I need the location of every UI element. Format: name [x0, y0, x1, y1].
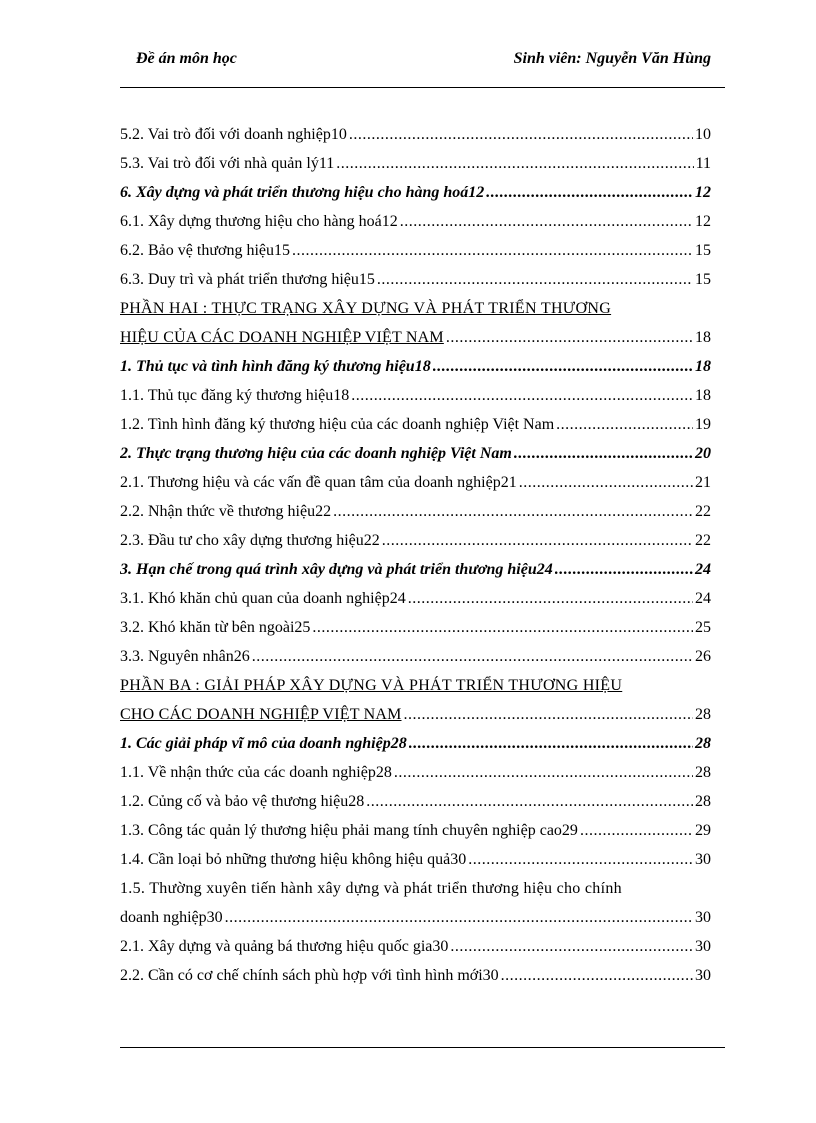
toc-leader — [468, 850, 693, 870]
toc-entry — [120, 493, 711, 522]
toc-entry — [120, 145, 711, 174]
toc-page-number: 28 — [695, 706, 711, 723]
toc-leader — [252, 647, 693, 667]
toc-entry-text: 2.3. Đầu tư cho xây dựng thương hiệu22 — [120, 532, 380, 549]
toc-entry-text: 1.2. Tình hình đăng ký thương hiệu của các doanh nghiệp Việt Nam — [120, 416, 555, 433]
toc-entry-line1: 1.5. Thường xuyên tiến hành xây dựng và phát triển thương hiệu cho chính — [120, 880, 622, 897]
toc-part-heading-line1: PHẦN HAI : THỰC TRẠNG XÂY DỰNG VÀ PHÁT TRIỂN THƯƠNG — [120, 300, 612, 317]
footer-divider — [120, 1047, 725, 1048]
toc-entry-text: 3. Hạn chế trong quá trình xây dựng và phát triển thương hiệu24 — [120, 561, 553, 578]
toc-leader — [408, 589, 693, 609]
toc-entry-text: 6. Xây dựng và phát triển thương hiệu cho hàng hoá12 — [120, 184, 485, 201]
toc-entry — [120, 609, 711, 638]
toc-entry — [120, 841, 711, 870]
toc-section-heading — [120, 174, 711, 203]
toc-page-number: 30 — [695, 909, 711, 926]
toc-entry-text: 3.1. Khó khăn chủ quan của doanh nghiệp24 — [120, 590, 406, 607]
toc-leader — [514, 444, 693, 464]
toc-leader — [446, 328, 693, 348]
toc-entry-text: 5.3. Vai trò đối với nhà quản lý11 — [120, 155, 335, 172]
toc-page-number: 19 — [695, 416, 711, 433]
toc-page-number: 18 — [695, 387, 711, 404]
toc-leader — [382, 531, 693, 551]
toc-entry-text: 2.1. Thương hiệu và các vấn đề quan tâm của doanh nghiệp21 — [120, 474, 517, 491]
toc-entry — [120, 638, 711, 667]
toc-entry-text: 1.1. Về nhận thức của các doanh nghiệp28 — [120, 764, 392, 781]
toc-entry-text: 3.2. Khó khăn từ bên ngoài25 — [120, 619, 311, 636]
toc-part-heading — [120, 319, 711, 348]
toc-entry — [120, 464, 711, 493]
page-header — [120, 50, 725, 76]
toc-leader — [336, 154, 693, 174]
toc-leader — [556, 415, 693, 435]
toc-section-heading — [120, 551, 711, 580]
toc-entry-text: 1. Thủ tục và tình hình đăng ký thương hiệu18 — [120, 358, 431, 375]
toc-leader — [351, 386, 693, 406]
toc-entry — [120, 899, 711, 928]
toc-leader — [450, 937, 693, 957]
toc-entry-text: doanh nghiệp30 — [120, 909, 223, 926]
toc-entry — [120, 232, 711, 261]
toc-leader — [377, 270, 693, 290]
toc-entry-text: 1.4. Cần loại bỏ những thương hiệu không hiệu quả30 — [120, 851, 467, 868]
toc-entry — [120, 812, 711, 841]
toc-page-number: 22 — [695, 532, 711, 549]
toc-page-number: 28 — [695, 793, 711, 810]
toc-page-number: 20 — [695, 445, 711, 462]
toc-part-heading — [120, 696, 711, 725]
toc-leader — [349, 125, 693, 145]
toc-entry-text: 2.2. Nhận thức về thương hiệu22 — [120, 503, 332, 520]
toc-entry-text: 6.3. Duy trì và phát triển thương hiệu15 — [120, 271, 375, 288]
toc-entry-text: 2.2. Cần có cơ chế chính sách phù hợp với tình hình mới30 — [120, 967, 499, 984]
toc-leader — [555, 560, 693, 580]
toc-page-number: 18 — [695, 358, 711, 375]
toc-leader — [292, 241, 693, 261]
toc-leader — [366, 792, 693, 812]
toc-leader — [404, 705, 693, 725]
toc-leader — [225, 908, 693, 928]
header-student-name: Sinh viên: Nguyễn Văn Hùng — [513, 50, 711, 67]
toc-page-number: 24 — [695, 561, 711, 578]
toc-page-number: 18 — [695, 329, 711, 346]
toc-entry-text: 2.1. Xây dựng và quảng bá thương hiệu quốc gia30 — [120, 938, 449, 955]
toc-page-number: 26 — [695, 648, 711, 665]
toc-page-number: 12 — [695, 184, 711, 201]
toc-entry-text: 6.1. Xây dựng thương hiệu cho hàng hoá12 — [120, 213, 398, 230]
toc-page-number: 25 — [695, 619, 711, 636]
toc-entry — [120, 754, 711, 783]
toc-page-number: 24 — [695, 590, 711, 607]
toc-entry — [120, 116, 711, 145]
toc-entry-text: 6.2. Bảo vệ thương hiệu15 — [120, 242, 290, 259]
toc-leader — [433, 357, 693, 377]
toc-entry — [120, 783, 711, 812]
toc-page-number: 15 — [695, 242, 711, 259]
toc-page-number: 10 — [695, 126, 711, 143]
toc-entry — [120, 203, 711, 232]
toc-page-number: 28 — [695, 735, 711, 752]
toc-entry — [120, 261, 711, 290]
toc-page-number: 30 — [695, 967, 711, 984]
header-divider — [120, 87, 725, 88]
table-of-contents — [120, 116, 711, 986]
toc-leader — [394, 763, 693, 783]
toc-page-number: 22 — [695, 503, 711, 520]
toc-entry — [120, 522, 711, 551]
toc-entry-text: HIỆU CỦA CÁC DOANH NGHIỆP VIỆT NAM — [120, 329, 444, 346]
toc-entry-text: 1.3. Công tác quản lý thương hiệu phải mang tính chuyên nghiệp cao29 — [120, 822, 578, 839]
toc-page-number: 30 — [695, 938, 711, 955]
toc-entry — [120, 928, 711, 957]
toc-leader — [400, 212, 693, 232]
toc-entry-text: 1.2. Củng cố và bảo vệ thương hiệu28 — [120, 793, 365, 810]
toc-page-number: 12 — [695, 213, 711, 230]
toc-leader — [312, 618, 693, 638]
toc-entry-text: CHO CÁC DOANH NGHIỆP VIỆT NAM — [120, 706, 402, 723]
toc-leader — [486, 183, 693, 203]
toc-leader — [519, 473, 693, 493]
toc-section-heading — [120, 725, 711, 754]
toc-page-number: 30 — [695, 851, 711, 868]
toc-entry-text: 1.1. Thủ tục đăng ký thương hiệu18 — [120, 387, 350, 404]
toc-leader — [409, 734, 693, 754]
toc-entry — [120, 580, 711, 609]
header-course-title: Đề án môn học — [136, 50, 237, 67]
toc-entry-text: 3.3. Nguyên nhân26 — [120, 648, 250, 665]
toc-page-number: 11 — [695, 155, 711, 172]
toc-leader — [580, 821, 693, 841]
toc-entry — [120, 406, 711, 435]
toc-entry — [120, 377, 711, 406]
toc-entry — [120, 957, 711, 986]
toc-entry-text: 5.2. Vai trò đối với doanh nghiệp10 — [120, 126, 347, 143]
toc-page-number: 29 — [695, 822, 711, 839]
toc-entry-text: 1. Các giải pháp vĩ mô của doanh nghiệp28 — [120, 735, 407, 752]
toc-leader — [501, 966, 693, 986]
toc-section-heading — [120, 348, 711, 377]
toc-part-heading-line1: PHẦN BA : GIẢI PHÁP XÂY DỰNG VÀ PHÁT TRIỂN THƯƠNG HIỆU — [120, 677, 623, 694]
toc-leader — [333, 502, 693, 522]
toc-page-number: 21 — [695, 474, 711, 491]
toc-page-number: 15 — [695, 271, 711, 288]
toc-page-number: 28 — [695, 764, 711, 781]
toc-section-heading — [120, 435, 711, 464]
toc-entry-text: 2. Thực trạng thương hiệu của các doanh nghiệp Việt Nam — [120, 445, 512, 462]
